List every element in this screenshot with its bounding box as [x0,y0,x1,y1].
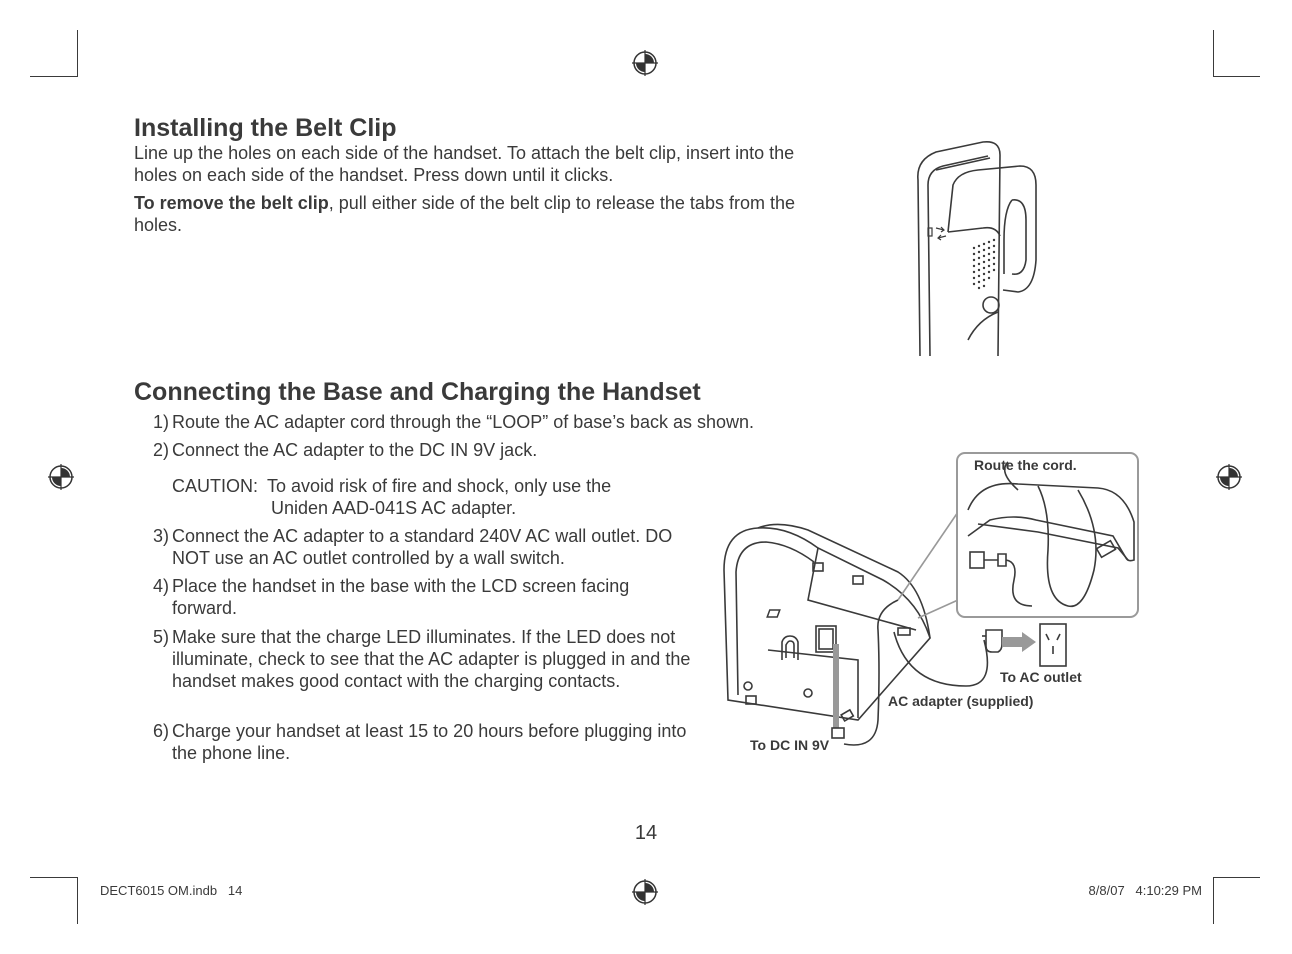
step-item [135,575,695,619]
crop-mark [77,877,78,924]
registration-mark-icon [631,878,659,906]
section-title-connecting-base: Connecting the Base and Charging the Handset [134,378,701,406]
crop-mark [1213,30,1214,77]
step-number: 6) [152,721,169,741]
step-text: Route the AC adapter cord through the “LOOP” of base’s back as shown. [172,412,755,432]
step-item [135,720,715,764]
step-number: 1) [152,412,169,432]
caution-note [172,475,692,519]
crop-mark [1213,76,1260,77]
step-number: 4) [152,576,169,596]
crop-mark [30,76,77,77]
removal-text: , pull either side of the belt clip to release the tabs from the holes. [134,193,795,235]
step-item [135,411,835,433]
footer-timestamp: 8/8/07 4:10:29 PM [1088,883,1202,898]
belt-clip-instructions: Line up the holes on each side of the handset. To attach the belt clip, insert into the holes on each side of the handset. Press down until it clicks. [134,143,795,185]
ac-adapter-label: AC adapter (supplied) [888,693,1034,709]
registration-mark-icon [47,463,75,491]
step-number: 3) [152,526,169,546]
crop-mark [1213,877,1260,878]
step-number: 5) [152,627,169,647]
footer-file-name: DECT6015 OM.indb 14 [100,883,243,898]
step-item [135,626,705,714]
crop-mark [30,877,77,878]
registration-mark-icon [631,49,659,77]
step-text: Place the handset in the base with the LCD screen facing forward. [172,576,630,618]
removal-bold-label: To remove the belt clip [134,193,329,213]
caution-text: To avoid risk of fire and shock, only use the Uniden AAD-041S AC adapter. [267,476,612,518]
step-text: Connect the AC adapter to the DC IN 9V jack. [172,440,538,460]
ac-outlet-label: To AC outlet [1000,669,1082,685]
belt-clip-illustration [908,140,1048,356]
crop-mark [1213,877,1214,924]
belt-clip-removal [134,192,834,236]
caution-label: CAUTION: [172,476,259,496]
step-number: 2) [152,440,169,460]
dc-in-label: To DC IN 9V [750,737,830,753]
step-text: Make sure that the charge LED illuminates. If the LED does not illuminate, check to see that the AC adapter is plugged in and the handset makes good contact with the charging contacts. [172,627,691,691]
crop-mark [77,30,78,77]
step-text: Charge your handset at least 15 to 20 hours before plugging into the phone line. [172,721,687,763]
route-cord-label: Route the cord. [974,457,1077,473]
base-connection-diagram [718,450,1142,762]
step-item [135,525,695,569]
section-title-belt-clip: Installing the Belt Clip [134,114,397,142]
step-text: Connect the AC adapter to a standard 240V AC wall outlet. DO NOT use an AC outlet controlled by a wall switch. [172,526,673,568]
page-number: 14 [634,822,658,844]
registration-mark-icon [1215,463,1243,491]
